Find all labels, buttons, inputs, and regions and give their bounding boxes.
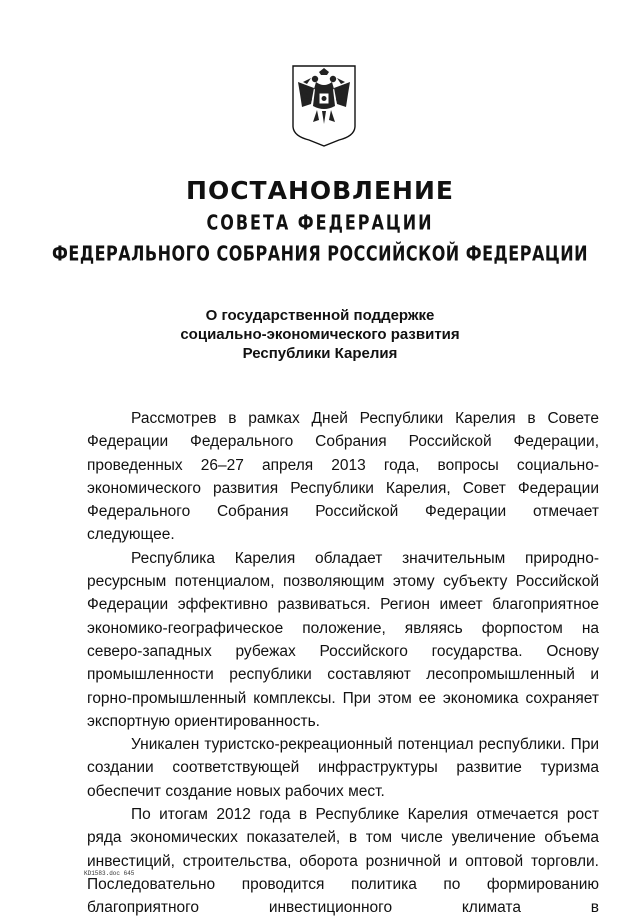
document-type-title: ПОСТАНОВЛЕНИЕ: [186, 176, 454, 205]
document-file-code: KD1583.doc 645: [84, 870, 135, 877]
body-paragraph-1: Рассмотрев в рамках Дней Республики Карелия в Совете Федерации Федерального Собрания Российской Федерации, проведенных 26–27 апреля 2013 года, вопросы социально-экономического развития Республики Карелия, Совет Федерации Федерального Собрания Российской Федерации отмечает следующее.: [87, 410, 599, 544]
resolution-heading: [0, 306, 640, 363]
heading-line-2: социально-экономического развития: [180, 326, 460, 343]
heading-line-1: О государственной поддержке: [205, 307, 435, 324]
issuer-line-2: ФЕДЕРАЛЬНОГО СОБРАНИЯ РОССИЙСКОЙ ФЕДЕРАЦИИ: [52, 241, 588, 266]
body-paragraph-4: По итогам 2012 года в Республике Карелия отмечается рост ряда экономических показателей, в том числе увеличение объема инвестиций, строительства, оборота розничной и оптовой торговли. Последовательно проводится политика по формированию благоприятного инвестиционного климата в: [87, 806, 599, 917]
issuer-line-1: СОВЕТА ФЕДЕРАЦИИ: [206, 210, 434, 235]
document-body: [87, 407, 599, 920]
double-headed-eagle-coat-of-arms-icon: [289, 62, 359, 150]
coat-of-arms-emblem: [289, 62, 359, 150]
body-paragraph-2: Республика Карелия обладает значительным природно-ресурсным потенциалом, позволяющим этому субъекту Российской Федерации эффективно развиваться. Регион имеет благоприятное экономико-географическое положение, являясь форпостом на северо-западных рубежах Российского государства. Основу промышленности республики составляют лесопромышленный и горно-промышленный комплексы. При этом ее экономика сохраняет экспортную ориентированность.: [87, 549, 599, 730]
heading-line-3: Республики Карелия: [242, 345, 398, 362]
body-paragraph-3: Уникален туристско-рекреационный потенциал республики. При создании соответствующей инфраструктуры развитие туризма обеспечит создание новых рабочих мест.: [87, 736, 599, 800]
